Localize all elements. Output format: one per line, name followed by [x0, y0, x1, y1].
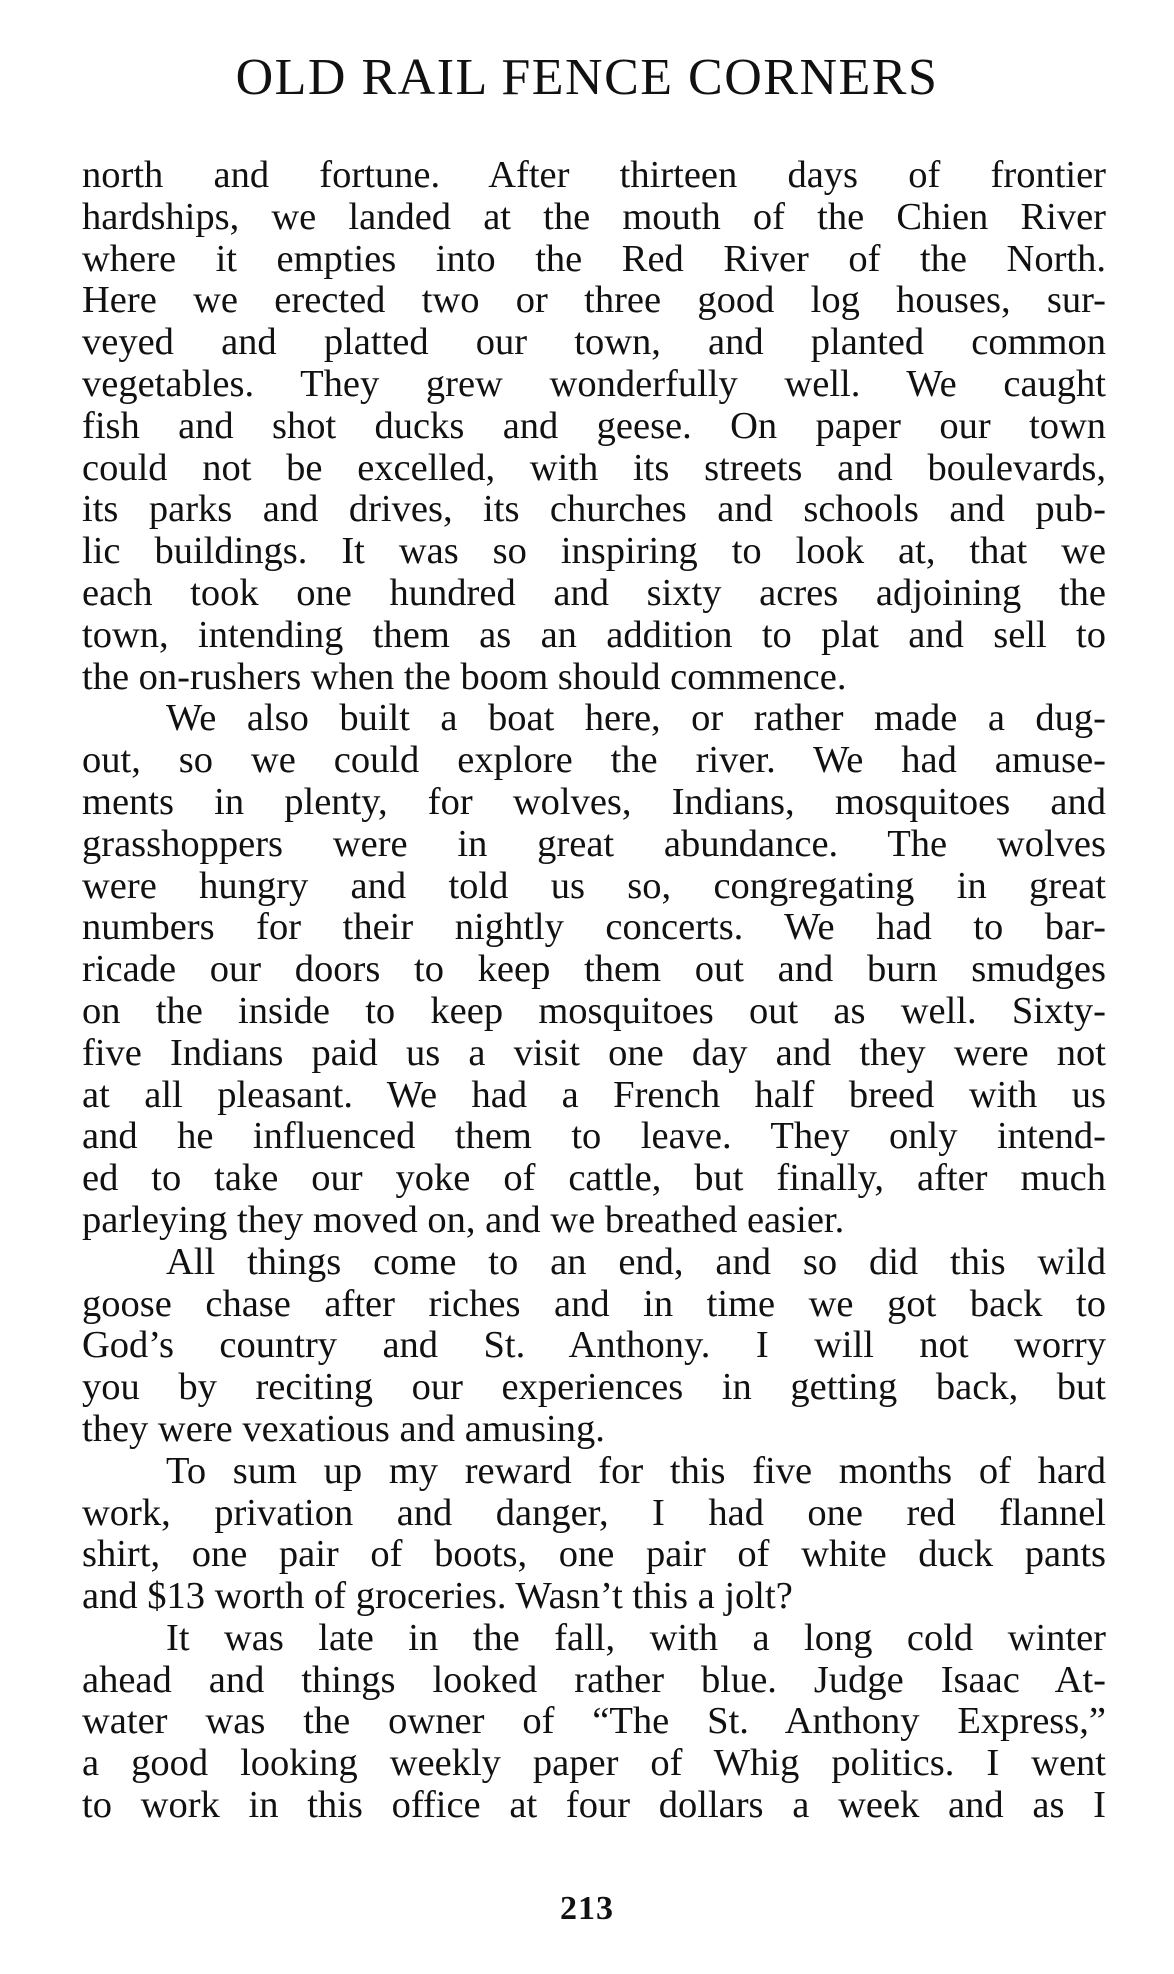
text-line: each took one hundred and sixty acres adjoining the [82, 571, 1106, 614]
text-line: to work in this office at four dollars a week and as I [82, 1784, 1106, 1827]
text-line: numbers for their nightly concerts. We had to bar- [82, 906, 1106, 949]
text-line: at all pleasant. We had a French half breed with us [82, 1073, 1106, 1116]
running-head: OLD RAIL FENCE CORNERS [235, 49, 939, 106]
text-line: ed to take our yoke of cattle, but finally, after much [82, 1157, 1106, 1200]
paragraph-5 [82, 1618, 1106, 1827]
text-line: hardships, we landed at the mouth of the Chien River [82, 195, 1106, 238]
text-line: veyed and platted our town, and planted common [82, 321, 1106, 364]
text-line: We also built a boat here, or rather made a dug- [166, 697, 1106, 740]
text-line: shirt, one pair of boots, one pair of white duck pants [82, 1533, 1106, 1576]
paragraph-1 [82, 155, 1106, 698]
text-line: ahead and things looked rather blue. Judge Isaac At- [82, 1658, 1106, 1701]
text-line: vegetables. They grew wonderfully well. We caught [82, 362, 1106, 405]
text-line: you by reciting our experiences in getting back, but [82, 1366, 1106, 1409]
text-line: its parks and drives, its churches and schools and pub- [82, 488, 1106, 531]
text-line: north and fortune. After thirteen days of frontier [82, 154, 1106, 196]
text-line: where it empties into the Red River of the North. [82, 237, 1106, 280]
text-line: the on-rushers when the boom should commence. [82, 655, 847, 698]
text-line: out, so we could explore the river. We had amuse- [82, 739, 1106, 782]
text-line: All things come to an end, and so did this wild [166, 1240, 1106, 1283]
body-text [82, 155, 1106, 1827]
paragraph-3 [82, 1242, 1106, 1451]
text-line: and he influenced them to leave. They only intend- [82, 1115, 1106, 1158]
paragraph-4 [82, 1451, 1106, 1618]
text-line: lic buildings. It was so inspiring to look at, that we [82, 530, 1106, 573]
text-line: five Indians paid us a visit one day and they were not [82, 1031, 1106, 1074]
text-line: To sum up my reward for this five months of hard [166, 1449, 1106, 1492]
text-line: water was the owner of “The St. Anthony Express,” [82, 1700, 1106, 1743]
text-line: God’s country and St. Anthony. I will not worry [82, 1324, 1106, 1367]
page-number: 213 [560, 1890, 614, 1927]
text-line: could not be excelled, with its streets and boulevards, [82, 446, 1106, 489]
text-line: town, intending them as an addition to plat and sell to [82, 613, 1106, 656]
paragraph-2 [82, 698, 1106, 1241]
text-line: work, privation and danger, I had one red flannel [82, 1491, 1106, 1534]
text-line: ricade our doors to keep them out and burn smudges [82, 948, 1106, 991]
text-line: fish and shot ducks and geese. On paper our town [82, 404, 1106, 447]
text-line: and $13 worth of groceries. Wasn’t this a jolt? [82, 1575, 793, 1618]
text-line: ments in plenty, for wolves, Indians, mosquitoes and [82, 780, 1106, 823]
text-line: parleying they moved on, and we breathed easier. [82, 1198, 845, 1241]
text-line: they were vexatious and amusing. [82, 1407, 605, 1450]
text-line: grasshoppers were in great abundance. The wolves [82, 822, 1106, 865]
text-line: goose chase after riches and in time we got back to [82, 1282, 1106, 1325]
text-line: Here we erected two or three good log houses, sur- [82, 279, 1106, 322]
text-line: were hungry and told us so, congregating in great [82, 864, 1106, 907]
text-line: It was late in the fall, with a long cold winter [166, 1616, 1106, 1659]
text-line: on the inside to keep mosquitoes out as well. Sixty- [82, 989, 1106, 1032]
text-line: a good looking weekly paper of Whig politics. I went [82, 1742, 1106, 1785]
